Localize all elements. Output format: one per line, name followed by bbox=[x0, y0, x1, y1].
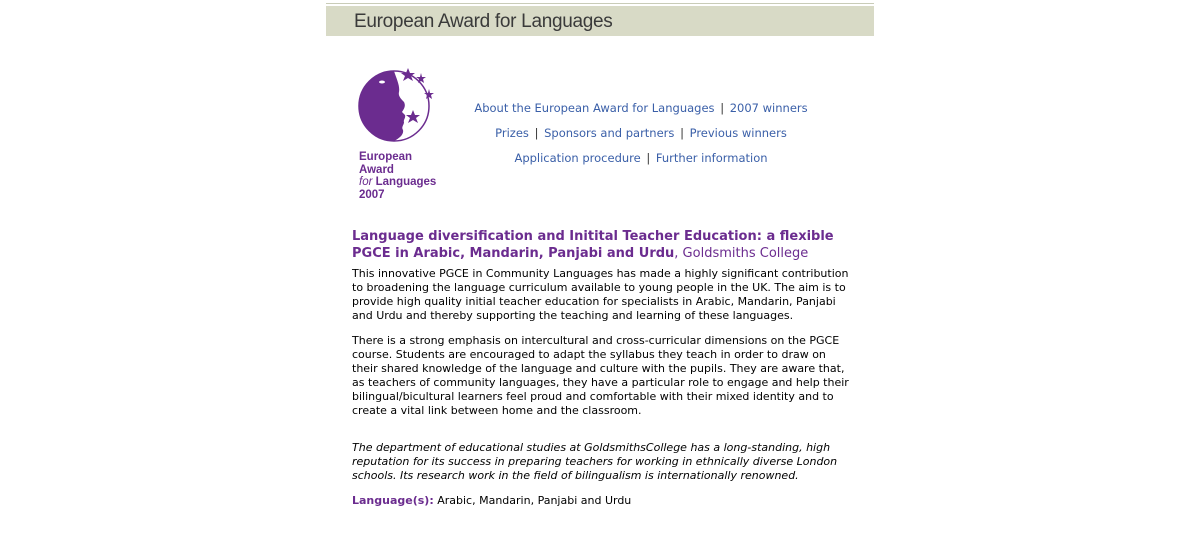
article-paragraph-2: There is a strong emphasis on intercultural and cross-curricular dimensions on the PGCE course. Students are encouraged to adapt the syllabus they teach in order to draw on their shared knowledge of the language and culture with the pupils. They are aware that, as teachers of community languages, they have a particular role to engage and help their bilingual/bicultural learners feel proud and comfortable with their mixed identity and to create a vital link between home and the classroom. bbox=[352, 334, 849, 417]
nav-link-2007-winners[interactable]: 2007 winners bbox=[729, 101, 808, 115]
article-paragraph-3: The department of educational studies at GoldsmithsCollege has a long-standing, high reputation for its success in preparing teachers for working in ethnically diverse London schools. Its research work in the field of bilingualism is internationally renowned. bbox=[352, 441, 838, 482]
nav-separator: | bbox=[646, 151, 651, 165]
top-rule bbox=[326, 3, 874, 4]
nav-separator: | bbox=[680, 126, 684, 140]
article-title-text: Language diversification and Initital Teacher Education: a flexible PGCE in Arabic, Mandarin, Panjabi and Urdu bbox=[352, 229, 834, 261]
nav-link-sponsors[interactable]: Sponsors and partners bbox=[544, 126, 675, 140]
article-languages bbox=[352, 494, 852, 508]
logo-eye bbox=[379, 81, 385, 84]
article-institution: , Goldsmiths College bbox=[674, 246, 809, 261]
page bbox=[326, 0, 874, 556]
logo-star-4 bbox=[406, 110, 420, 123]
languages-value: Arabic, Mandarin, Panjabi and Urdu bbox=[433, 494, 632, 507]
nav-row-1 bbox=[468, 96, 814, 121]
logo-line-european: European bbox=[359, 151, 413, 163]
nav-separator: | bbox=[534, 126, 539, 140]
nav-link-about[interactable]: About the European Award for Languages bbox=[474, 101, 715, 115]
logo-languages: Languages bbox=[375, 176, 437, 188]
logo-wordmark bbox=[359, 151, 436, 201]
nav-link-application[interactable]: Application procedure bbox=[514, 151, 641, 165]
logo-for: for bbox=[359, 176, 373, 188]
banner-title: European Award for Languages bbox=[354, 11, 613, 32]
nav-row-2 bbox=[468, 121, 814, 146]
article bbox=[352, 228, 852, 519]
article-title bbox=[352, 228, 852, 262]
logo-line-award: Award bbox=[359, 163, 394, 176]
logo-line-languages bbox=[359, 176, 436, 189]
nav-link-previous-winners[interactable]: Previous winners bbox=[689, 126, 787, 140]
languages-label: Language(s): bbox=[352, 494, 434, 507]
nav-links bbox=[468, 96, 814, 171]
nav-row-3 bbox=[468, 146, 814, 171]
nav-link-prizes[interactable]: Prizes bbox=[495, 126, 529, 140]
logo-line-year: 2007 bbox=[359, 188, 385, 201]
article-paragraph-1: This innovative PGCE in Community Languages has made a highly significant contribution to broadening the language curriculum available to young people in the UK. The aim is to provide high quality initial teacher education for specialists in Arabic, Mandarin, Panjabi and Urdu and thereby supporting the teaching and learning of these languages. bbox=[352, 267, 849, 322]
nav-separator: | bbox=[720, 101, 725, 115]
logo-star-2 bbox=[416, 73, 426, 83]
logo-star-1 bbox=[401, 68, 415, 81]
header-banner bbox=[326, 6, 874, 36]
nav-link-further-info[interactable]: Further information bbox=[655, 151, 768, 165]
